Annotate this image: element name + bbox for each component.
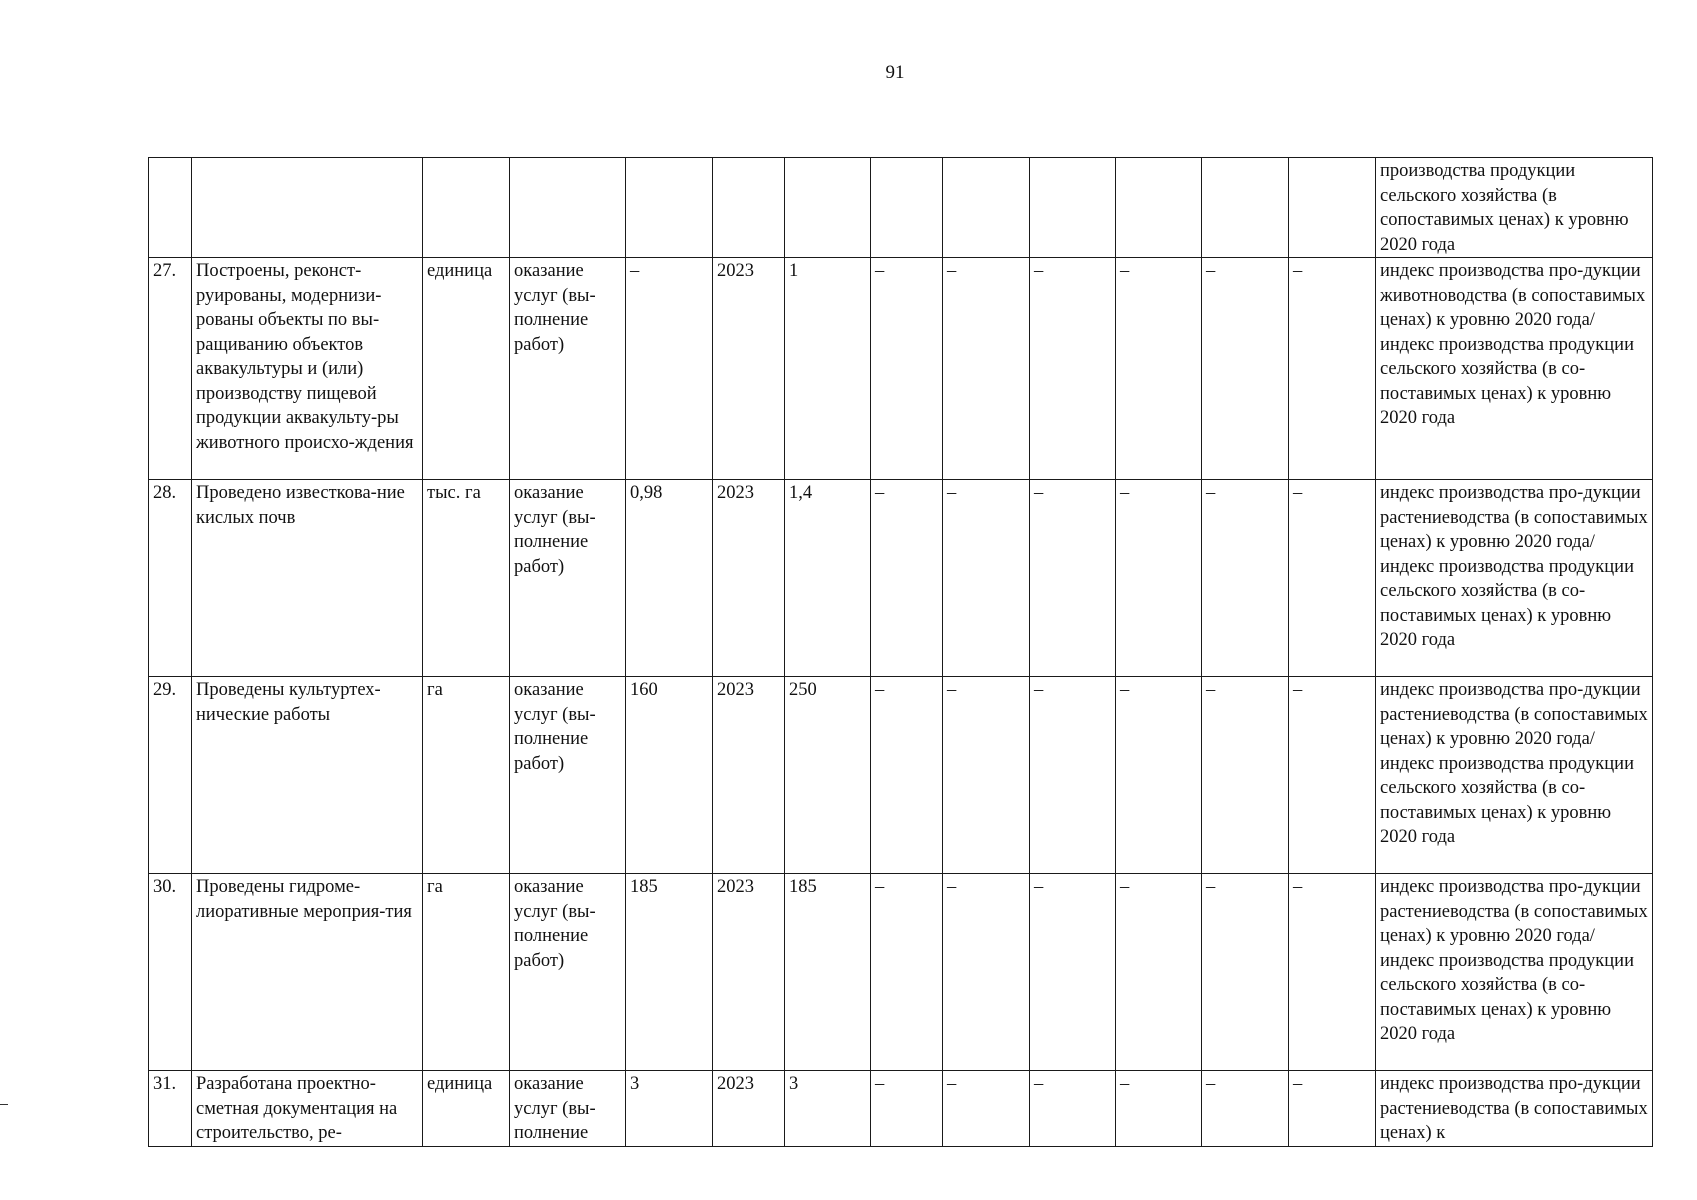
cell-num: 27. (149, 258, 192, 480)
cell-year: 2023 (713, 677, 785, 874)
cell-dash: – (871, 874, 943, 1071)
cell-dash (1202, 158, 1289, 258)
cell-dash: – (871, 677, 943, 874)
cell-dash: – (1202, 1071, 1289, 1147)
cell-base: 0,98 (626, 480, 713, 677)
cell-value: 250 (785, 677, 871, 874)
cell-dash: – (1202, 480, 1289, 677)
cell-type: оказание услуг (вы-полнение (510, 1071, 626, 1147)
indicators-table (148, 157, 1653, 1147)
table-row (149, 1071, 1653, 1147)
cell-base (626, 158, 713, 258)
table-row (149, 874, 1653, 1071)
cell-indicator: индекс производства про-дукции животноводства (в сопоставимых ценах) к уровню 2020 года/индекс производства продукции сельского хозяйства (в со-поставимых ценах) к уровню 2020 года (1376, 258, 1653, 480)
cell-indicator: индекс производства про-дукции растениеводства (в сопоставимых ценах) к уровню 2020 года/индекс производства продукции сельского хозяйства (в со-поставимых ценах) к уровню 2020 года (1376, 677, 1653, 874)
cell-indicator: индекс производства про-дукции растениеводства (в сопоставимых ценах) к (1376, 1071, 1653, 1147)
cell-dash: – (1289, 258, 1376, 480)
cell-dash: – (943, 258, 1030, 480)
cell-dash: – (1030, 480, 1116, 677)
cell-indicator: производства продукции сельского хозяйства (в сопоставимых ценах) к уровню 2020 года (1376, 158, 1653, 258)
cell-type: оказание услуг (вы-полнение работ) (510, 258, 626, 480)
cell-unit: га (423, 677, 510, 874)
cell-dash: – (1202, 677, 1289, 874)
cell-year: 2023 (713, 1071, 785, 1147)
cell-dash: – (943, 1071, 1030, 1147)
cell-name: Разработана проектно-сметная документация на строительство, ре- (192, 1071, 423, 1147)
cell-name (192, 158, 423, 258)
cell-dash: – (871, 258, 943, 480)
cell-name: Проведены культуртех-нические работы (192, 677, 423, 874)
cell-dash (871, 158, 943, 258)
page-number: 91 (885, 62, 905, 83)
cell-num: 30. (149, 874, 192, 1071)
cell-name: Проведено известкова-ние кислых почв (192, 480, 423, 677)
cell-value: 185 (785, 874, 871, 1071)
cell-indicator: индекс производства про-дукции растениеводства (в сопоставимых ценах) к уровню 2020 года/индекс производства продукции сельского хозяйства (в со-поставимых ценах) к уровню 2020 года (1376, 874, 1653, 1071)
cell-base: 160 (626, 677, 713, 874)
cell-type: оказание услуг (вы-полнение работ) (510, 874, 626, 1071)
cell-value: 3 (785, 1071, 871, 1147)
table-row (149, 480, 1653, 677)
cell-dash (943, 158, 1030, 258)
cell-name: Проведены гидроме-лиоративные мероприя-тия (192, 874, 423, 1071)
cell-dash: – (1289, 1071, 1376, 1147)
cell-indicator: индекс производства про-дукции растениеводства (в сопоставимых ценах) к уровню 2020 года/индекс производства продукции сельского хозяйства (в со-поставимых ценах) к уровню 2020 года (1376, 480, 1653, 677)
cell-unit (423, 158, 510, 258)
cell-unit: единица (423, 258, 510, 480)
cell-dash: – (1116, 1071, 1202, 1147)
cell-value: 1 (785, 258, 871, 480)
cell-num: 31. (149, 1071, 192, 1147)
cell-dash (1289, 158, 1376, 258)
cell-year (713, 158, 785, 258)
cell-value (785, 158, 871, 258)
cell-dash: – (943, 874, 1030, 1071)
cell-year: 2023 (713, 480, 785, 677)
cell-dash: – (871, 1071, 943, 1147)
cell-unit: тыс. га (423, 480, 510, 677)
cell-base: 3 (626, 1071, 713, 1147)
cell-dash: – (1030, 1071, 1116, 1147)
cell-dash: – (1116, 258, 1202, 480)
cell-dash (1116, 158, 1202, 258)
cell-type (510, 158, 626, 258)
table-row (149, 258, 1653, 480)
cell-type: оказание услуг (вы-полнение работ) (510, 677, 626, 874)
cell-type: оказание услуг (вы-полнение работ) (510, 480, 626, 677)
table-row (149, 158, 1653, 258)
cell-dash: – (1202, 258, 1289, 480)
cell-dash: – (943, 480, 1030, 677)
cell-base: – (626, 258, 713, 480)
cell-value: 1,4 (785, 480, 871, 677)
table-row (149, 677, 1653, 874)
cell-year: 2023 (713, 258, 785, 480)
cell-dash (1030, 158, 1116, 258)
cell-name: Построены, реконст-руированы, модернизи-рованы объекты по вы-ращиванию объектов аквакультуры и (или) производству пищевой продукции аквакульту-ры животного происхо-ждения (192, 258, 423, 480)
table-body (149, 158, 1653, 1147)
cell-dash: – (1116, 677, 1202, 874)
cell-dash: – (1202, 874, 1289, 1071)
cell-unit: га (423, 874, 510, 1071)
cell-dash: – (1289, 874, 1376, 1071)
cell-dash: – (1289, 677, 1376, 874)
cell-year: 2023 (713, 874, 785, 1071)
cell-dash: – (1116, 480, 1202, 677)
cell-base: 185 (626, 874, 713, 1071)
margin-mark (0, 1104, 8, 1105)
cell-num: 29. (149, 677, 192, 874)
cell-dash: – (1289, 480, 1376, 677)
cell-dash: – (1030, 677, 1116, 874)
cell-unit: единица (423, 1071, 510, 1147)
cell-num (149, 158, 192, 258)
cell-dash: – (1030, 258, 1116, 480)
cell-dash: – (943, 677, 1030, 874)
cell-dash: – (871, 480, 943, 677)
cell-dash: – (1116, 874, 1202, 1071)
cell-dash: – (1030, 874, 1116, 1071)
cell-num: 28. (149, 480, 192, 677)
